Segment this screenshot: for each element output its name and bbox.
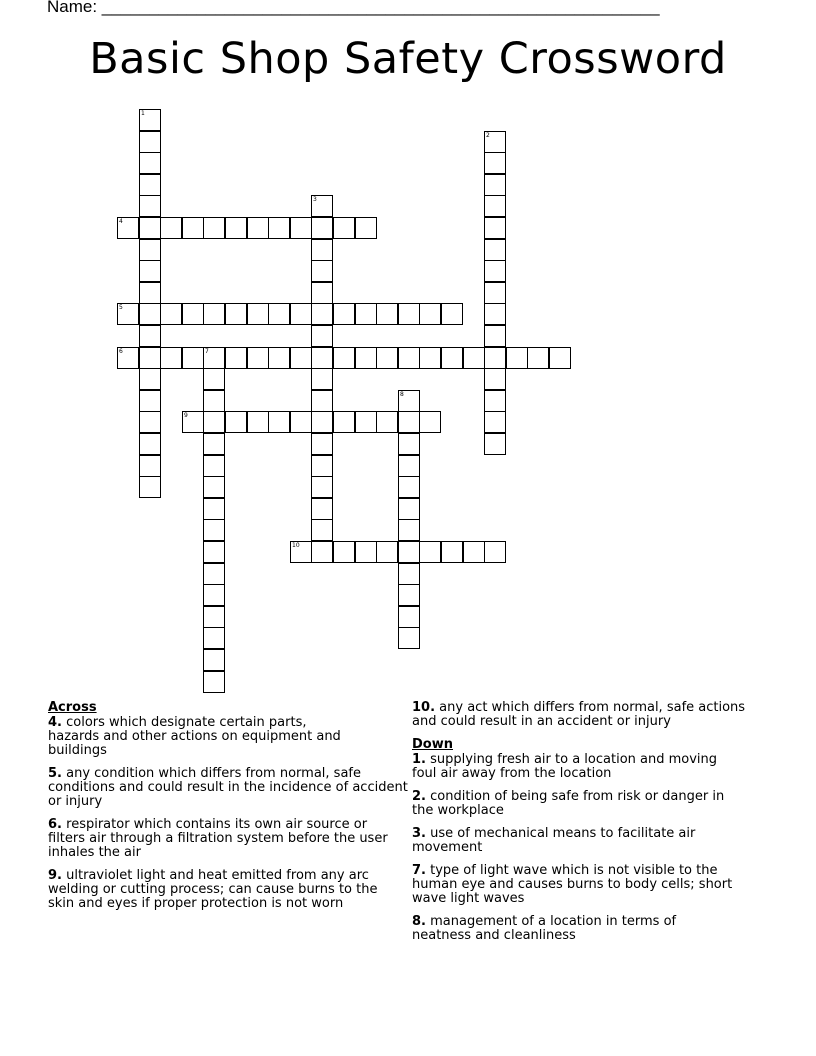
crossword-cell[interactable] [139, 347, 161, 369]
clue-down-1: 1. supplying fresh air to a location and moving foul air away from the location [412, 752, 718, 781]
crossword-cell[interactable] [139, 368, 161, 390]
clue-text: respirator which contains its own air source or filters air through a filtration system before the user inhales the air [48, 817, 388, 860]
clue-text: any condition which differs from normal, safe conditions and could result in the incidence of accident or injury [48, 766, 408, 809]
crossword-cell[interactable] [203, 606, 225, 628]
clue-text: any act which differs from normal, safe actions and could result in an accident or injury [412, 700, 746, 729]
clue-text: type of light wave which is not visible to the human eye and causes burns to body cells; short wave light waves [412, 863, 733, 906]
crossword-cell[interactable] [311, 390, 333, 412]
crossword-cell[interactable] [311, 303, 333, 325]
crossword-cell[interactable] [139, 433, 161, 455]
crossword-cell[interactable] [441, 347, 463, 369]
crossword-cell[interactable] [484, 239, 506, 261]
crossword-cell[interactable] [376, 411, 398, 433]
crossword-cell[interactable] [139, 455, 161, 477]
crossword-cell[interactable] [527, 347, 549, 369]
crossword-cell[interactable] [203, 433, 225, 455]
crossword-cell[interactable] [182, 303, 204, 325]
crossword-cell[interactable] [203, 627, 225, 649]
clues-column-2 [412, 701, 752, 952]
crossword-cell[interactable] [484, 303, 506, 325]
cell-number: 5 [119, 304, 123, 311]
crossword-cell[interactable] [290, 411, 312, 433]
crossword-cell[interactable] [311, 519, 333, 541]
crossword-cell[interactable] [311, 195, 333, 217]
crossword-cell[interactable] [484, 368, 506, 390]
crossword-cell[interactable] [484, 260, 506, 282]
clue-text: condition of being safe from risk or danger in the workplace [412, 789, 725, 818]
crossword-cell[interactable] [225, 411, 247, 433]
crossword-cell[interactable] [398, 498, 420, 520]
cell-number: 10 [292, 542, 300, 549]
crossword-cell[interactable] [398, 584, 420, 606]
across-heading: Across [48, 700, 97, 715]
crossword-cell[interactable] [484, 282, 506, 304]
crossword-cell[interactable] [268, 411, 290, 433]
crossword-cell[interactable] [203, 455, 225, 477]
crossword-cell[interactable] [203, 368, 225, 390]
crossword-cell[interactable] [441, 303, 463, 325]
crossword-cell[interactable] [203, 411, 225, 433]
crossword-cell[interactable] [139, 476, 161, 498]
crossword-cell[interactable] [355, 347, 377, 369]
crossword-cell[interactable] [311, 411, 333, 433]
crossword-cell[interactable] [290, 303, 312, 325]
crossword-cell[interactable] [419, 411, 441, 433]
crossword-cell[interactable] [182, 347, 204, 369]
clue-across-5: 5. any condition which differs from normal, safe conditions and could result in the incidence of accident or injury [48, 766, 408, 809]
cell-number: 8 [400, 391, 404, 398]
crossword-cell[interactable] [182, 217, 204, 239]
crossword-cell[interactable] [441, 541, 463, 563]
crossword-cell[interactable] [484, 433, 506, 455]
crossword-cell[interactable] [333, 303, 355, 325]
cell-number: 4 [119, 218, 123, 225]
clue-text: management of a location in terms of neatness and cleanliness [412, 914, 677, 943]
crossword-cell[interactable] [398, 433, 420, 455]
cell-number: 9 [184, 412, 188, 419]
crossword-cell[interactable] [355, 217, 377, 239]
clue-down-8: 8. management of a location in terms of neatness and cleanliness [412, 914, 677, 943]
crossword-cell[interactable] [419, 347, 441, 369]
crossword-cell[interactable] [311, 217, 333, 239]
cell-number: 6 [119, 348, 123, 355]
crossword-cell[interactable] [398, 563, 420, 585]
crossword-cell[interactable] [484, 174, 506, 196]
crossword-cell[interactable] [419, 541, 441, 563]
crossword-cell[interactable] [398, 455, 420, 477]
clue-number: 8 [412, 914, 422, 929]
crossword-cell[interactable] [247, 347, 269, 369]
clue-number: 3 [412, 826, 422, 841]
crossword-cell[interactable] [311, 282, 333, 304]
crossword-cell[interactable] [290, 541, 312, 563]
crossword-cell[interactable] [311, 433, 333, 455]
crossword-cell[interactable] [117, 217, 139, 239]
crossword-cell[interactable] [160, 303, 182, 325]
crossword-cell[interactable] [419, 303, 441, 325]
crossword-cell[interactable] [203, 563, 225, 585]
clue-across-9: 9. ultraviolet light and heat emitted from any arc welding or cutting process; can cause burns to the skin and eyes if proper protection is not worn [48, 868, 378, 911]
clue-text: ultraviolet light and heat emitted from any arc welding or cutting process; can cause burns to the skin and eyes if proper protection is not worn [48, 868, 378, 911]
clue-number: 5 [48, 766, 58, 781]
name-field[interactable]: Name: ___________________________________________________________ [47, 0, 660, 16]
crossword-cell[interactable] [355, 411, 377, 433]
crossword-cell[interactable] [376, 347, 398, 369]
crossword-cell[interactable] [139, 325, 161, 347]
crossword-cell[interactable] [139, 303, 161, 325]
crossword-cell[interactable] [268, 347, 290, 369]
crossword-cell[interactable] [139, 131, 161, 153]
crossword-cell[interactable] [160, 217, 182, 239]
across-clues-column-1 [48, 701, 408, 920]
crossword-cell[interactable] [398, 541, 420, 563]
crossword-cell[interactable] [376, 541, 398, 563]
crossword-cell[interactable] [311, 455, 333, 477]
clue-down-2: 2. condition of being safe from risk or danger in the workplace [412, 789, 725, 818]
crossword-cell[interactable] [203, 519, 225, 541]
cell-number: 7 [205, 348, 209, 355]
crossword-cell[interactable] [484, 411, 506, 433]
crossword-cell[interactable] [225, 347, 247, 369]
crossword-cell[interactable] [484, 541, 506, 563]
crossword-cell[interactable] [203, 671, 225, 693]
clue-down-3: 3. use of mechanical means to facilitate air movement [412, 826, 696, 855]
crossword-cell[interactable] [139, 411, 161, 433]
crossword-cell[interactable] [355, 541, 377, 563]
clue-text: colors which designate certain parts, hazards and other actions on equipment and buildings [48, 715, 341, 758]
crossword-cell[interactable] [549, 347, 571, 369]
crossword-cell[interactable] [139, 152, 161, 174]
crossword-cell[interactable] [117, 347, 139, 369]
clue-across-6: 6. respirator which contains its own air source or filters air through a filtration system before the user inhales the air [48, 817, 388, 860]
crossword-cell[interactable] [333, 541, 355, 563]
crossword-cell[interactable] [203, 541, 225, 563]
crossword-cell[interactable] [311, 325, 333, 347]
crossword-cell[interactable] [311, 368, 333, 390]
crossword-cell[interactable] [484, 390, 506, 412]
clue-number: 2 [412, 789, 422, 804]
crossword-cell[interactable] [203, 649, 225, 671]
crossword-cell[interactable] [484, 131, 506, 153]
crossword-cell[interactable] [463, 347, 485, 369]
crossword-cell[interactable] [139, 390, 161, 412]
crossword-cell[interactable] [139, 195, 161, 217]
crossword-cell[interactable] [484, 347, 506, 369]
crossword-cell[interactable] [484, 217, 506, 239]
crossword-cell[interactable] [311, 498, 333, 520]
crossword-cell[interactable] [225, 217, 247, 239]
crossword-cell[interactable] [333, 217, 355, 239]
crossword-cell[interactable] [311, 347, 333, 369]
crossword-cell[interactable] [247, 303, 269, 325]
clue-text: supplying fresh air to a location and moving foul air away from the location [412, 752, 718, 781]
clue-text: use of mechanical means to facilitate air movement [412, 826, 696, 855]
crossword-cell[interactable] [376, 303, 398, 325]
crossword-cell[interactable] [398, 303, 420, 325]
crossword-cell[interactable] [398, 519, 420, 541]
crossword-cell[interactable] [398, 476, 420, 498]
crossword-cell[interactable] [290, 347, 312, 369]
clue-down-7: 7. type of light wave which is not visible to the human eye and causes burns to body cells; short wave light waves [412, 863, 733, 906]
crossword-cell[interactable] [160, 347, 182, 369]
crossword-cell[interactable] [139, 174, 161, 196]
crossword-cell[interactable] [484, 325, 506, 347]
clue-number: 9 [48, 868, 58, 883]
crossword-cell[interactable] [203, 217, 225, 239]
crossword-cell[interactable] [506, 347, 528, 369]
crossword-cell[interactable] [311, 541, 333, 563]
crossword-cell[interactable] [398, 390, 420, 412]
crossword-cell[interactable] [203, 303, 225, 325]
crossword-cell[interactable] [139, 260, 161, 282]
clue-number: 7 [412, 863, 422, 878]
page-title: Basic Shop Safety Crossword [89, 34, 727, 84]
crossword-cell[interactable] [225, 303, 247, 325]
clue-number: 6 [48, 817, 58, 832]
crossword-cell[interactable] [139, 217, 161, 239]
crossword-cell[interactable] [182, 411, 204, 433]
crossword-cell[interactable] [398, 627, 420, 649]
crossword-cell[interactable] [398, 606, 420, 628]
crossword-cell[interactable] [203, 498, 225, 520]
cell-number: 3 [313, 196, 317, 203]
crossword-cell[interactable] [333, 347, 355, 369]
crossword-cell[interactable] [463, 541, 485, 563]
clue-number: 10 [412, 700, 431, 715]
crossword-cell[interactable] [139, 109, 161, 131]
crossword-cell[interactable] [484, 152, 506, 174]
crossword-cell[interactable] [117, 303, 139, 325]
crossword-cell[interactable] [203, 390, 225, 412]
crossword-cell[interactable] [139, 282, 161, 304]
crossword-cell[interactable] [290, 217, 312, 239]
crossword-cell[interactable] [203, 584, 225, 606]
crossword-cell[interactable] [311, 239, 333, 261]
crossword-cell[interactable] [398, 347, 420, 369]
crossword-cell[interactable] [247, 411, 269, 433]
crossword-cell[interactable] [355, 303, 377, 325]
crossword-cell[interactable] [139, 239, 161, 261]
crossword-cell[interactable] [311, 260, 333, 282]
cell-number: 1 [141, 110, 145, 117]
crossword-cell[interactable] [268, 217, 290, 239]
clue-number: 1 [412, 752, 422, 767]
clue-across-4: 4. colors which designate certain parts, hazards and other actions on equipment and buildings [48, 715, 341, 758]
clue-number: 4 [48, 715, 58, 730]
crossword-cell[interactable] [203, 347, 225, 369]
crossword-cell[interactable] [333, 411, 355, 433]
crossword-cell[interactable] [484, 195, 506, 217]
crossword-cell[interactable] [268, 303, 290, 325]
crossword-cell[interactable] [247, 217, 269, 239]
crossword-cell[interactable] [398, 411, 420, 433]
clue-across-10: 10. any act which differs from normal, safe actions and could result in an accident or injury [412, 700, 746, 729]
down-heading: Down [412, 737, 453, 752]
crossword-cell[interactable] [311, 476, 333, 498]
crossword-cell[interactable] [203, 476, 225, 498]
cell-number: 2 [486, 132, 490, 139]
